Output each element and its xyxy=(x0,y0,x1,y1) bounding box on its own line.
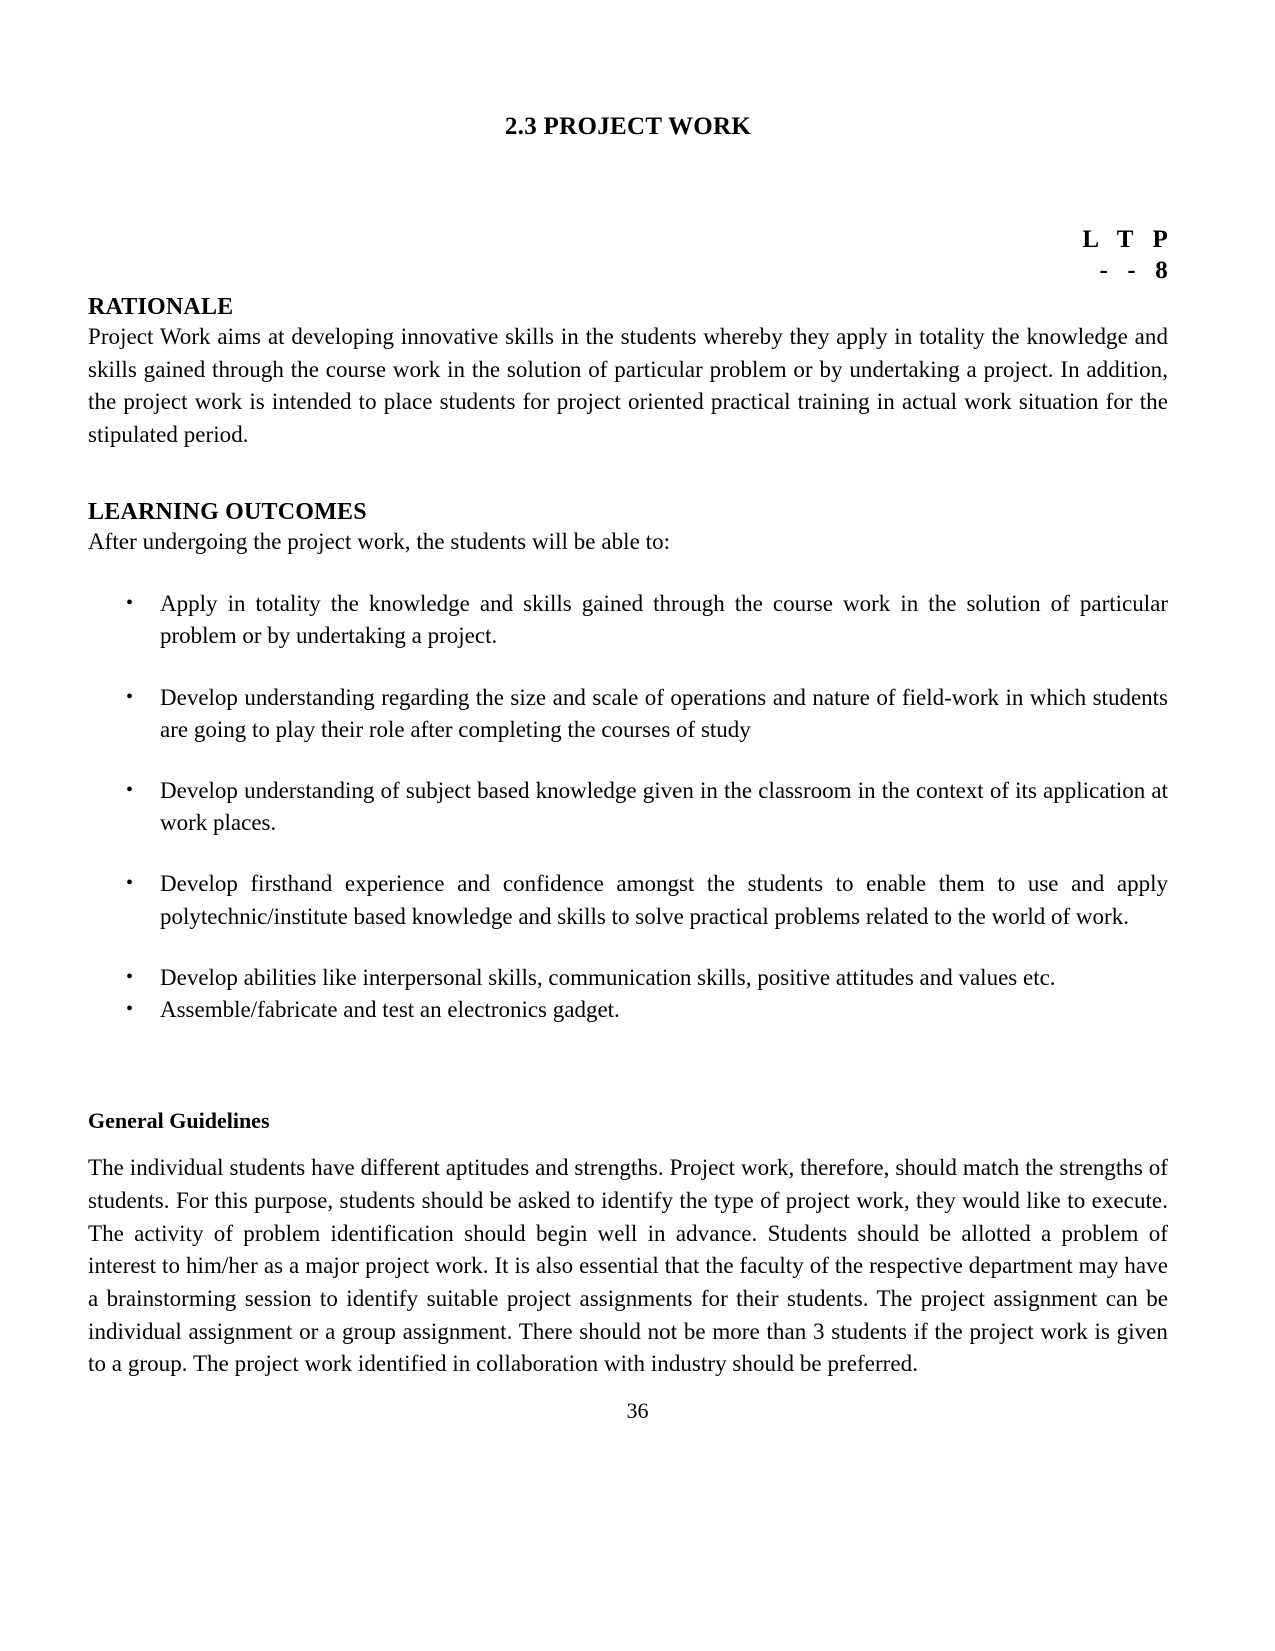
learning-outcomes-heading: LEARNING OUTCOMES xyxy=(88,498,367,525)
list-item xyxy=(88,994,1168,1026)
list-item xyxy=(88,868,1168,932)
rationale-heading: RATIONALE xyxy=(88,294,234,320)
bullet-icon: • xyxy=(126,965,134,988)
list-item xyxy=(88,682,1168,746)
page-content xyxy=(88,0,1168,1381)
page-number: 36 xyxy=(626,1398,649,1423)
list-item-text: Develop understanding regarding the size and scale of operations and nature of field-work in which students are going to play their role after completing the courses of study xyxy=(160,684,1168,742)
ltp-header-row: L T P xyxy=(1082,226,1168,253)
general-guidelines-heading: General Guidelines xyxy=(88,1108,270,1134)
list-item xyxy=(88,962,1168,994)
ltp-credit-block xyxy=(88,225,1168,286)
learning-outcomes-list xyxy=(88,588,1168,1026)
list-item-text: Assemble/fabricate and test an electronics gadget. xyxy=(160,996,620,1022)
page-title: 2.3 PROJECT WORK xyxy=(504,113,752,140)
bullet-icon: • xyxy=(126,779,134,802)
bullet-icon: • xyxy=(126,997,134,1020)
list-item xyxy=(88,775,1168,839)
list-item-text: Develop firsthand experience and confidence amongst the students to enable them to use and apply polytechnic/institute based knowledge and skills to solve practical problems related to the world of work. xyxy=(160,871,1168,929)
rationale-paragraph: Project Work aims at developing innovative skills in the students whereby they apply in totality the knowledge and skills gained through the course work in the solution of particular problem or by undertaking a project. In addition, the project work is intended to place students for project oriented practical training in actual work situation for the stipulated period. xyxy=(88,324,1168,447)
ltp-values-row: - - 8 xyxy=(1099,256,1168,284)
bullet-icon: • xyxy=(126,685,134,708)
bullet-icon: • xyxy=(126,592,134,615)
list-item xyxy=(88,588,1168,652)
general-guidelines-paragraph: The individual students have different aptitudes and strengths. Project work, therefore, should match the strengths of students. For this purpose, students should be asked to identify the type of project work, they would like to execute. The activity of problem identification should begin well in advance. Students should be allotted a problem of interest to him/her as a major project work. It is also essential that the faculty of the respective department may have a brainstorming session to identify suitable project assignments for their students. The project assignment can be individual assignment or a group assignment. There should not be more than 3 students if the project work is given to a group. The project work identified in collaboration with industry should be preferred. xyxy=(88,1155,1168,1377)
bullet-icon: • xyxy=(126,872,134,895)
learning-outcomes-intro: After undergoing the project work, the students will be able to: xyxy=(88,528,671,554)
list-item-text: Develop understanding of subject based knowledge given in the classroom in the context of its application at work places. xyxy=(160,778,1168,836)
list-item-text: Apply in totality the knowledge and skills gained through the course work in the solution of particular problem or by undertaking a project. xyxy=(160,591,1168,649)
list-item-text: Develop abilities like interpersonal skills, communication skills, positive attitudes and values etc. xyxy=(160,964,1056,990)
